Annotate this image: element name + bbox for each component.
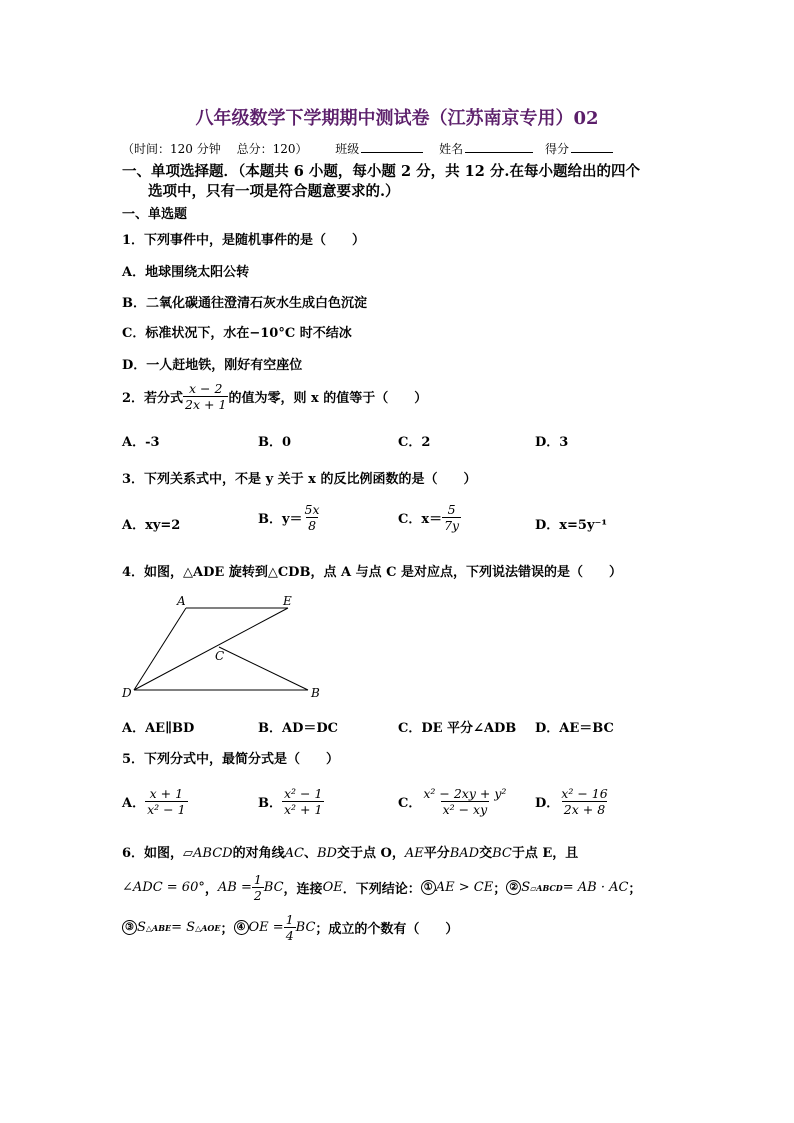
q6-oe-eq: OE =: [248, 920, 284, 935]
q4-option-c: C．DE 平分∠ADB: [398, 721, 517, 736]
q6-circle-1: ①: [421, 880, 436, 895]
q6-s-symbol: S: [521, 880, 531, 895]
sub-heading: 一、单选题: [122, 207, 188, 222]
q5-option-a: [122, 786, 188, 817]
q5-option-b: [258, 786, 324, 817]
q6-line1: [122, 842, 578, 861]
label-d: D: [122, 686, 132, 700]
q3-option-a: A．xy=2: [122, 518, 181, 533]
q6-semicolon-3: ；: [220, 922, 234, 937]
q6-oe: OE: [322, 880, 343, 895]
q6-angle-adc: ∠ADC = 60°: [122, 880, 205, 895]
segment-de: [134, 608, 288, 690]
section-heading-line2: 选项中，只有一项是符合题意要求的.）: [148, 183, 400, 200]
q6-text-pointe: 于点 E，且: [511, 846, 579, 861]
q6-circle-3: ③: [122, 920, 137, 935]
q4-stem: 4．如图，△ADE 旋转到△CDB，点 A 与点 C 是对应点，下列说法错误的是（ ）: [122, 565, 622, 580]
q5-option-c-label: C．: [398, 796, 422, 811]
q4-option-a: A．AE∥BD: [122, 721, 195, 736]
q6-ab-eq: AB =: [217, 880, 252, 895]
q6-parallelogram: ▱ABCD: [183, 846, 233, 861]
q5-option-a-label: A．: [122, 796, 146, 811]
label-a: A: [177, 594, 186, 608]
q6-sep: 、: [303, 846, 317, 861]
q3-option-b-label: B．y＝: [258, 512, 303, 527]
q5-d-den: 2x + 8: [563, 802, 606, 817]
q2-option-b: B．0: [258, 435, 292, 450]
q6-text-connect: ，连接: [283, 882, 323, 897]
q5-a-den: x² − 1: [147, 802, 186, 817]
q2-option-c: C．2: [398, 435, 431, 450]
q6-text-meet: 交: [479, 846, 493, 861]
q5-c-fraction: [421, 786, 508, 817]
q5-option-b-label: B．: [258, 796, 282, 811]
q2-frac-num: x − 2: [189, 381, 223, 396]
q6-bc-3: BC: [295, 920, 316, 935]
q6-s-sub-aoe: △AOE: [195, 922, 221, 933]
q1-option-c: C．标准状况下，水在−10°C 时不结冰: [122, 326, 352, 341]
q5-c-den: x² − xy: [442, 802, 488, 817]
q6-number: 6．如图，: [122, 846, 184, 861]
page-title: 八年级数学下学期期中测试卷（江苏南京专用）02: [195, 108, 599, 129]
q3-stem: 3．下列关系式中，不是 y 关于 x 的反比例函数的是（ ）: [122, 472, 477, 487]
q6-s-sub-abcd: ▱ABCD: [530, 882, 563, 893]
q2-frac-den: 2x + 1: [185, 397, 227, 412]
q3-option-b: [258, 502, 322, 533]
time-info: （时间：120 分钟: [122, 142, 221, 156]
q6-text-conclusions: ．下列结论：: [342, 882, 421, 897]
q6-eq-s: = S: [171, 920, 196, 935]
q5-c-num: x² − 2xy + y²: [423, 786, 507, 801]
label-e: E: [283, 594, 292, 608]
total-info: 总分：120）: [236, 142, 308, 156]
segment-cb: [219, 647, 308, 690]
name-field[interactable]: [465, 140, 533, 153]
segment-ad: [134, 608, 186, 690]
q5-b-den: x² + 1: [284, 802, 323, 817]
q3-c-den: 7y: [444, 518, 460, 533]
class-field[interactable]: [361, 140, 423, 153]
q2-stem: [122, 381, 427, 412]
q4-option-d: D．AE＝BC: [535, 721, 614, 736]
q5-a-fraction: [145, 786, 187, 817]
q6-text-intersect: 交于点 O，: [336, 846, 405, 861]
q5-b-fraction: [282, 786, 324, 817]
exam-meta: [122, 140, 613, 157]
q4-option-b: B．AD＝DC: [258, 721, 338, 736]
q6-s-abe: S: [137, 920, 146, 935]
section-heading-line1: 一、单项选择题．（本题共 6 小题，每小题 2 分，共 12 分.在每小题给出的四个: [122, 163, 640, 180]
q6-quarter-fraction: [284, 912, 296, 943]
q6-bc-2: BC: [263, 880, 284, 895]
label-b: B: [311, 686, 320, 700]
q6-s-sub-abe: △ABE: [145, 922, 172, 933]
q1-stem: 1．下列事件中，是随机事件的是（ ）: [122, 233, 366, 248]
q6-bd: BD: [316, 846, 337, 861]
q3-b-den: 8: [308, 518, 317, 533]
q3-b-fraction: [303, 502, 322, 533]
q6-ae: AE: [404, 846, 424, 861]
q6-half-den: 2: [253, 888, 262, 903]
q3-option-c-label: C．x＝: [398, 512, 443, 527]
q3-option-d: D．x=5y⁻¹: [535, 518, 608, 533]
q5-stem: 5．下列分式中，最简分式是（ ）: [122, 752, 340, 767]
q6-quarter-den: 4: [285, 928, 294, 943]
q3-b-num: 5x: [304, 502, 320, 517]
q6-line2: [122, 872, 641, 903]
q5-option-c: [398, 786, 508, 817]
q3-c-fraction: [442, 502, 461, 533]
q6-ab-ac: = AB · AC: [562, 880, 629, 895]
q6-semicolon-1: ；: [493, 882, 507, 897]
q4-triangle-figure: [118, 590, 338, 702]
q6-bc: BC: [492, 846, 512, 861]
q5-d-num: x² − 16: [561, 786, 608, 801]
q6-comma: ，: [204, 882, 218, 897]
q5-d-fraction: [559, 786, 609, 817]
q5-option-d: [535, 786, 610, 817]
q2-option-a: A．-3: [122, 435, 160, 450]
q6-text-count: ；成立的个数有（ ）: [315, 922, 459, 937]
q6-half-fraction: [252, 872, 264, 903]
label-c: C: [215, 649, 225, 663]
score-field[interactable]: [571, 140, 613, 153]
q6-ac: AC: [284, 846, 304, 861]
q6-line3: [122, 912, 458, 943]
q6-ae-gt-ce: AE > CE: [435, 880, 494, 895]
q2-stem-pre: 2．若分式: [122, 391, 184, 406]
q5-b-num: x² − 1: [284, 786, 323, 801]
q1-option-b: B．二氧化碳通往澄清石灰水生成白色沉淀: [122, 296, 367, 311]
q1-option-d: D．一人赶地铁，刚好有空座位: [122, 358, 303, 373]
q5-a-num: x + 1: [149, 786, 184, 801]
q6-circle-2: ②: [506, 880, 521, 895]
q6-text-bisect: 平分: [423, 846, 450, 861]
q6-quarter-num: 1: [285, 912, 294, 927]
q6-circle-4: ④: [234, 920, 249, 935]
score-label: 得分: [544, 142, 569, 156]
q6-bad: BAD: [449, 846, 480, 861]
q2-fraction: [183, 381, 228, 412]
name-label: 姓名: [439, 142, 464, 156]
q1-option-a: A．地球围绕太阳公转: [122, 265, 250, 280]
q5-option-d-label: D．: [535, 796, 560, 811]
q6-text-diagonal: 的对角线: [232, 846, 285, 861]
q2-option-d: D．3: [535, 435, 569, 450]
class-label: 班级: [335, 142, 360, 156]
q3-c-num: 5: [447, 502, 456, 517]
q3-option-c: [398, 502, 461, 533]
q6-half-num: 1: [253, 872, 262, 887]
q6-semicolon-2: ；: [628, 882, 642, 897]
q2-stem-post: 的值为零，则 x 的值等于（ ）: [228, 391, 428, 406]
